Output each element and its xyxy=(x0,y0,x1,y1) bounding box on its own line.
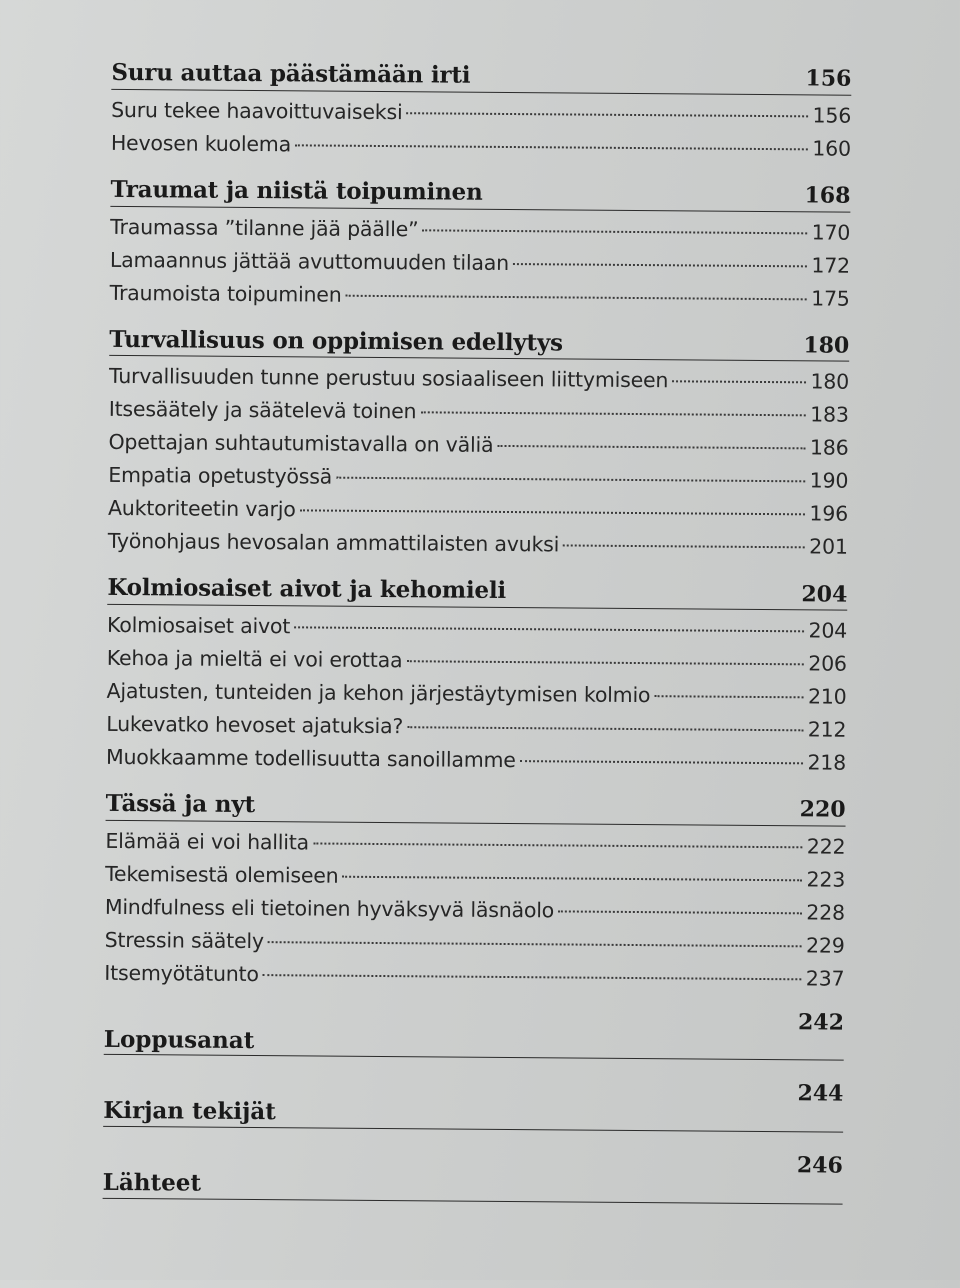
dot-leader xyxy=(263,974,802,980)
entry-page-number: 156 xyxy=(812,103,852,128)
dot-leader xyxy=(268,941,802,947)
entry-title: Auktoriteetin varjo xyxy=(107,496,296,522)
entry-title: Opettajan suhtautumistavalla on väliä xyxy=(108,430,494,458)
entry-page-number: 196 xyxy=(809,501,849,526)
dot-leader xyxy=(294,626,804,632)
entry-title: Kehoa ja mieltä ei voi erottaa xyxy=(106,645,403,673)
entry-page-number: 160 xyxy=(812,136,851,161)
entry-page-number: 222 xyxy=(806,834,846,859)
entry-title: Tekemisestä olemiseen xyxy=(105,861,339,888)
entry-title: Lukevatko hevoset ajatuksia? xyxy=(106,711,404,739)
dot-leader xyxy=(422,229,807,234)
chapter-page-number: 220 xyxy=(799,796,846,823)
entry-title: Muokkaamme todellisuutta sanoillamme xyxy=(105,744,516,773)
table-of-contents xyxy=(102,59,851,1226)
entry-page-number: 201 xyxy=(809,534,848,559)
toc-entry xyxy=(111,127,851,166)
dot-leader xyxy=(346,294,808,300)
dot-leader xyxy=(406,660,804,665)
chapter-page-number: 180 xyxy=(803,332,850,359)
entry-page-number: 172 xyxy=(811,252,851,278)
end-section-page-number: 246 xyxy=(796,1152,843,1179)
entry-title: Työnohjaus hevosalan ammattilaisten avuksi xyxy=(107,529,560,557)
chapter-page-number: 168 xyxy=(804,182,851,209)
end-section-title: Lähteet xyxy=(103,1169,843,1204)
entry-page-number: 229 xyxy=(805,933,845,958)
entry-page-number: 237 xyxy=(805,966,845,991)
dot-leader xyxy=(654,695,804,698)
entry-title: Hevosen kuolema xyxy=(110,130,292,157)
entry-page-number: 204 xyxy=(808,618,848,643)
chapter-title: Traumat ja niistä toipuminen xyxy=(110,175,483,206)
entry-title: Traumassa ”tilanne jää päälle” xyxy=(110,214,419,241)
dot-leader xyxy=(420,412,806,417)
chapter-heading xyxy=(109,325,849,362)
entry-page-number: 186 xyxy=(809,435,849,460)
end-section-page-number: 244 xyxy=(797,1080,844,1108)
chapter-heading xyxy=(111,59,851,96)
toc-end-section xyxy=(104,1006,844,1061)
entry-page-number: 228 xyxy=(806,900,845,925)
entry-page-number: 210 xyxy=(807,684,847,709)
toc-end-section xyxy=(103,1149,843,1204)
entry-page-number: 223 xyxy=(806,867,846,892)
chapter-heading xyxy=(107,574,847,611)
entry-page-number: 183 xyxy=(810,402,849,427)
end-section-title: Kirjan tekijät xyxy=(103,1097,843,1132)
dot-leader xyxy=(313,842,803,848)
entry-title: Traumoista toipuminen xyxy=(109,280,342,307)
entry-title: Ajatusten, tunteiden ja kehon järjestäytymisen kolmio xyxy=(106,678,651,708)
chapter-title: Turvallisuus on oppimisen edellytys xyxy=(109,325,563,356)
entry-title: Turvallisuuden tunne perustuu sosiaaliseen liittymiseen xyxy=(108,364,669,393)
entry-page-number: 180 xyxy=(810,369,850,394)
entry-page-number: 175 xyxy=(811,285,850,311)
entry-title: Lamaannus jättää avuttomuuden tilaan xyxy=(109,247,510,275)
entry-page-number: 190 xyxy=(809,468,849,493)
chapter-title: Suru auttaa päästämään irti xyxy=(111,58,471,89)
chapter-heading xyxy=(106,790,846,827)
toc-end-section xyxy=(103,1077,843,1132)
toc-chapter xyxy=(110,176,851,316)
toc-chapter xyxy=(108,325,850,564)
end-section-title: Loppusanat xyxy=(104,1026,844,1061)
entry-title: Itsemyötätunto xyxy=(104,960,259,986)
toc-entry xyxy=(106,741,846,780)
entry-title: Mindfulness eli tietoinen hyväksyvä läsnäolo xyxy=(104,894,555,923)
entry-page-number: 212 xyxy=(807,717,847,742)
dot-leader xyxy=(295,144,808,150)
dot-leader xyxy=(558,910,802,914)
chapter-heading xyxy=(110,176,850,213)
entry-title: Stressin säätely xyxy=(104,927,265,953)
dot-leader xyxy=(407,726,804,731)
entry-page-number: 170 xyxy=(811,219,851,245)
toc-entry xyxy=(104,957,844,996)
entry-title: Suru tekee haavoittuvaiseksi xyxy=(111,97,403,124)
dot-leader xyxy=(406,112,808,117)
chapter-page-number: 204 xyxy=(801,580,848,608)
entry-page-number: 206 xyxy=(808,651,847,676)
toc-chapter xyxy=(104,790,846,996)
dot-leader xyxy=(672,381,806,384)
entry-title: Elämää ei voi hallita xyxy=(105,828,310,855)
dot-leader xyxy=(300,510,806,516)
toc-entry xyxy=(110,276,850,315)
entry-title: Empatia opetustyössä xyxy=(108,463,333,489)
toc-chapter xyxy=(106,574,848,780)
toc-chapter xyxy=(111,59,852,166)
entry-title: Itsesäätely ja säätelevä toinen xyxy=(108,397,417,424)
dot-leader xyxy=(342,875,802,881)
chapter-title: Kolmiosaiset aivot ja kehomieli xyxy=(107,574,507,605)
entry-page-number: 218 xyxy=(807,750,847,775)
dot-leader xyxy=(497,445,806,449)
dot-leader xyxy=(520,760,804,764)
dot-leader xyxy=(513,263,808,267)
chapter-title: Tässä ja nyt xyxy=(105,789,256,819)
entry-title: Kolmiosaiset aivot xyxy=(107,612,291,639)
dot-leader xyxy=(336,477,806,483)
dot-leader xyxy=(563,545,805,549)
end-section-page-number: 242 xyxy=(797,1009,845,1036)
toc-entry xyxy=(108,525,848,564)
chapter-page-number: 156 xyxy=(805,65,852,92)
